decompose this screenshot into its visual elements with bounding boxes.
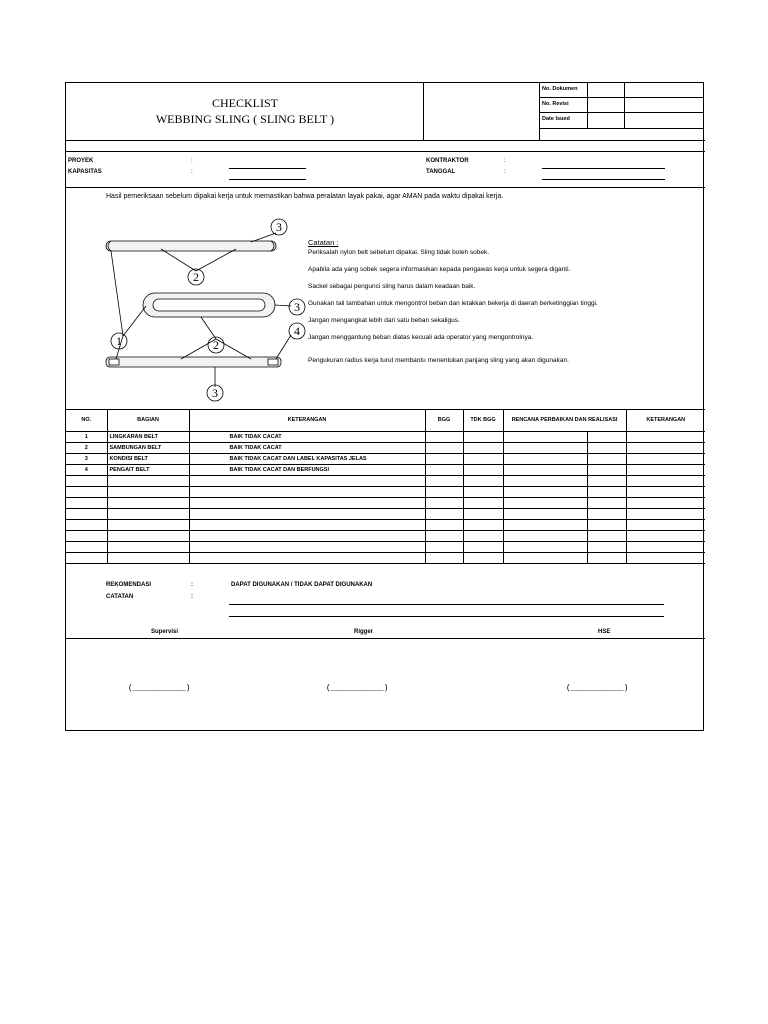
rekomendasi-label: REKOMENDASI (106, 582, 152, 588)
row-bgg-cell[interactable] (425, 465, 463, 476)
row-keterangan: BAIK TIDAK CACAT DAN BERFUNGSI (189, 465, 425, 476)
header-no: NO. (66, 410, 107, 432)
note-4: Gunakan tali tambahan untuk mengontrol beban dan letakkan bekerja di daerah berketinggian tinggi. (308, 300, 598, 307)
row-ket-cell[interactable] (626, 454, 705, 465)
diagram-label-3-mid: 3 (294, 300, 300, 314)
table-row-empty (66, 476, 705, 487)
diagram-label-3-bottom: 3 (212, 386, 218, 400)
diagram-label-4: 4 (294, 324, 300, 338)
header-bagian: BAGIAN (107, 410, 189, 432)
row-bagian: LINGKARAN BELT (107, 432, 189, 443)
row-ket-cell[interactable] (626, 443, 705, 454)
revision-mid (588, 98, 625, 113)
note-7: Pengukuran radius kerja turut membantu menentukan panjang sling yang akan digunakan. (308, 357, 569, 364)
signature-rigger-line[interactable]: (___________) (326, 684, 389, 693)
catatan-line-1[interactable] (229, 604, 664, 605)
row-rencana-cell[interactable] (503, 443, 587, 454)
revision-row (540, 98, 703, 113)
rekomendasi-value[interactable]: DAPAT DIGUNAKAN / TIDAK DAPAT DIGUNAKAN (231, 582, 373, 588)
header-bgg: BGG (425, 410, 463, 432)
signature-hse-line[interactable]: (___________) (566, 684, 629, 693)
catatan-label: CATATAN (106, 594, 134, 600)
checklist-form (65, 82, 704, 731)
row-rencana-cell[interactable] (503, 432, 587, 443)
signature-hse-title: HSE (598, 629, 611, 635)
row-bagian: KONDISI BELT (107, 454, 189, 465)
doc-number-label: No. Dokumen (540, 83, 588, 98)
row-keterangan: BAIK TIDAK CACAT (189, 443, 425, 454)
kapasitas-colon: : (191, 169, 193, 175)
kapasitas-field[interactable] (229, 179, 306, 180)
proyek-label: PROYEK (68, 158, 94, 164)
note-1: Periksalah nylon belt sebelum dipakai. Sling tidak boleh sobek. (308, 249, 490, 256)
note-6: Jangan menggantung beban diatas kecuali ada operator yang mengontrolnya. (308, 334, 534, 341)
row-tdk-bgg-cell[interactable] (463, 454, 503, 465)
row-tdk-bgg-cell[interactable] (463, 443, 503, 454)
title-block (66, 83, 424, 140)
row-no: 2 (66, 443, 107, 454)
kontraktor-colon: : (504, 158, 506, 164)
header-keterangan-2: KETERANGAN (626, 410, 705, 432)
signature-rigger-title: Rigger (354, 629, 374, 635)
kapasitas-label: KAPASITAS (68, 169, 102, 175)
catatan-line-2[interactable] (229, 616, 664, 617)
document-info-block (540, 83, 703, 128)
table-row (66, 432, 705, 443)
table-row-empty (66, 520, 705, 531)
table-row-empty (66, 542, 705, 553)
row-ket-cell[interactable] (626, 432, 705, 443)
table-row (66, 465, 705, 476)
row-realisasi-cell[interactable] (587, 465, 626, 476)
row-no: 1 (66, 432, 107, 443)
diagram-label-2-bottom: 2 (213, 338, 219, 352)
row-tdk-bgg-cell[interactable] (463, 432, 503, 443)
table-row-empty (66, 509, 705, 520)
row-bgg-cell[interactable] (425, 432, 463, 443)
table-row (66, 443, 705, 454)
date-issued-label: Date Isued (540, 113, 588, 128)
table-row (66, 454, 705, 465)
proyek-colon: : (191, 158, 193, 164)
header-separator-2 (66, 151, 705, 152)
row-realisasi-cell[interactable] (587, 432, 626, 443)
sling-top-shape (106, 241, 276, 251)
table-row-empty (66, 487, 705, 498)
table-row-empty (66, 498, 705, 509)
row-bagian: PENGAIT BELT (107, 465, 189, 476)
revision-label: No. Revisi (540, 98, 588, 113)
revision-value (625, 98, 703, 113)
table-row-empty (66, 531, 705, 542)
row-realisasi-cell[interactable] (587, 443, 626, 454)
doc-number-row (540, 83, 703, 98)
row-rencana-cell[interactable] (503, 465, 587, 476)
row-tdk-bgg-cell[interactable] (463, 465, 503, 476)
proyek-field[interactable] (229, 168, 306, 169)
kontraktor-label: KONTRAKTOR (426, 158, 469, 164)
kontraktor-field[interactable] (542, 168, 665, 169)
row-realisasi-cell[interactable] (587, 454, 626, 465)
title-line-1: CHECKLIST (212, 96, 278, 110)
rekomendasi-colon: : (191, 582, 193, 588)
table-header-row (66, 410, 705, 432)
sling-bottom-shape (106, 357, 281, 367)
doc-number-mid (588, 83, 625, 98)
header-keterangan: KETERANGAN (189, 410, 425, 432)
row-bgg-cell[interactable] (425, 454, 463, 465)
row-rencana-cell[interactable] (503, 454, 587, 465)
table-row-empty (66, 553, 705, 564)
diagram-label-2-top: 2 (193, 270, 199, 284)
signature-supervisi-title: Supervisi (151, 629, 179, 635)
header-tdk-bgg: TDK BGG (463, 410, 503, 432)
row-bgg-cell[interactable] (425, 443, 463, 454)
row-no: 3 (66, 454, 107, 465)
tanggal-label: TANGGAL (426, 169, 456, 175)
header-rencana: RENCANA PERBAIKAN DAN REALISASI (503, 410, 626, 432)
header-separator (66, 140, 705, 141)
row-keterangan: BAIK TIDAK CACAT DAN LABEL KAPASITAS JELAS (189, 454, 425, 465)
doc-number-value (625, 83, 703, 98)
signature-separator (66, 638, 705, 639)
diagram-label-1: 1 (116, 334, 122, 348)
note-5: Jangan mengangkat lebih dari satu beban sekaligus. (308, 317, 460, 324)
notes-title: Catatan : (308, 238, 339, 247)
row-bagian: SAMBUNGAN BELT (107, 443, 189, 454)
catatan-colon: : (191, 594, 193, 600)
row-no: 4 (66, 465, 107, 476)
intro-text: Hasil pemeriksaan sebelum dipakai kerja untuk memastikan bahwa peralatan layak pakai, agar AMAN pada waktu dipakai kerja. (106, 193, 504, 200)
diagram-label-3-top: 3 (276, 220, 282, 234)
header-blank-cell (424, 83, 540, 140)
project-separator (66, 187, 705, 188)
note-3: Sackel sebagai pengunci sling harus dalam keadaan baik. (308, 283, 476, 290)
sling-belt-diagram (101, 211, 311, 403)
tanggal-colon: : (504, 169, 506, 175)
doc-info-bottom-line (540, 128, 703, 129)
signature-supervisi-line[interactable]: (___________) (128, 684, 191, 693)
row-ket-cell[interactable] (626, 465, 705, 476)
inspection-table (66, 409, 705, 564)
date-issued-value (625, 113, 703, 128)
tanggal-field[interactable] (542, 179, 665, 180)
date-issued-row (540, 113, 703, 128)
row-keterangan: BAIK TIDAK CACAT (189, 432, 425, 443)
title-line-2: WEBBING SLING ( SLING BELT ) (155, 112, 335, 126)
date-issued-mid (588, 113, 625, 128)
note-2: Apabila ada yang sobek segera informasikan kepada pengawas kerja untuk segera diganti. (308, 266, 571, 273)
